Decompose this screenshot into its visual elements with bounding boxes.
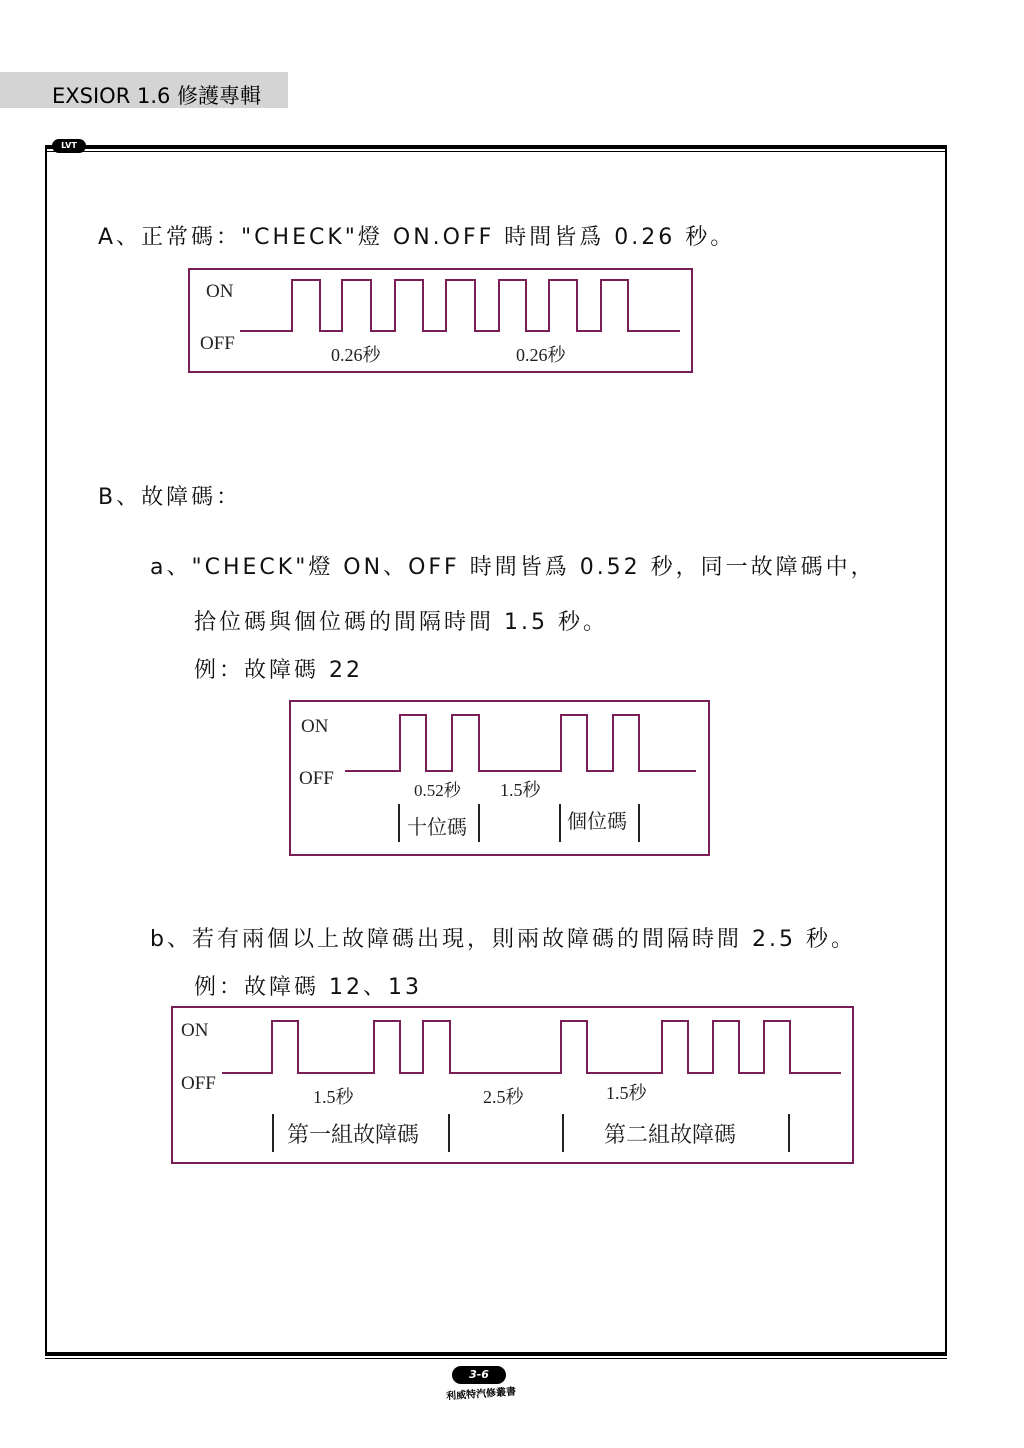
time-label-1: 0.26秒 [331, 345, 381, 365]
group-label-tens: 十位碼 [407, 817, 467, 839]
section-a-heading: A、正常碼："CHECK"燈 ON.OFF 時間皆爲 0.26 秒。 [98, 225, 736, 250]
diagram-frame [290, 701, 709, 855]
time-label-2: 0.26秒 [516, 345, 566, 365]
item-a-line2: 拾位碼與個位碼的間隔時間 1.5 秒。 [194, 610, 608, 635]
off-label: OFF [200, 333, 235, 354]
group-label-second: 第二組故障碼 [604, 1122, 737, 1147]
page-number: 3-6 [452, 1366, 506, 1384]
signal-waveform [240, 280, 680, 331]
section-b-heading: B、故障碼： [98, 485, 242, 510]
group-label-first: 第一組故障碼 [287, 1122, 420, 1147]
item-b-line1: b、若有兩個以上故障碼出現，則兩故障碼的間隔時間 2.5 秒。 [150, 927, 856, 952]
diagram-normal-code [188, 268, 694, 374]
signal-waveform [222, 1021, 841, 1073]
on-label: ON [206, 281, 234, 302]
top-rule-thin [45, 151, 947, 152]
publisher-logo: LVT [52, 139, 86, 153]
off-label: OFF [299, 768, 334, 789]
time-label-1: 0.52秒 [414, 781, 461, 800]
publisher-name: 利威特汽修叢書 [445, 1386, 517, 1403]
bottom-rule-thin [45, 1358, 947, 1359]
diagram-code-22 [289, 700, 711, 858]
item-a-example: 例：故障碼 22 [194, 658, 363, 683]
signal-waveform [345, 715, 696, 771]
on-label: ON [181, 1020, 209, 1041]
item-a-line1: a、"CHECK"燈 ON、OFF 時間皆爲 0.52 秒，同一故障碼中， [150, 555, 876, 580]
time-label-3: 1.5秒 [606, 1083, 647, 1103]
time-label-2: 2.5秒 [483, 1087, 524, 1107]
bottom-rule [45, 1352, 947, 1356]
diagram-frame [189, 269, 692, 372]
on-label: ON [301, 716, 329, 737]
top-rule [45, 145, 947, 149]
off-label: OFF [181, 1073, 216, 1094]
frame-left-border [45, 147, 47, 1355]
diagram-frame [172, 1007, 853, 1163]
group-label-units: 個位碼 [567, 811, 627, 833]
page-header-title: EXSIOR 1.6 修護專輯 [52, 84, 262, 108]
diagram-code-12-13 [171, 1006, 855, 1166]
time-label-2: 1.5秒 [500, 780, 541, 800]
frame-right-border [945, 147, 947, 1355]
item-b-example: 例：故障碼 12、13 [194, 975, 422, 1000]
time-label-1: 1.5秒 [313, 1087, 354, 1107]
